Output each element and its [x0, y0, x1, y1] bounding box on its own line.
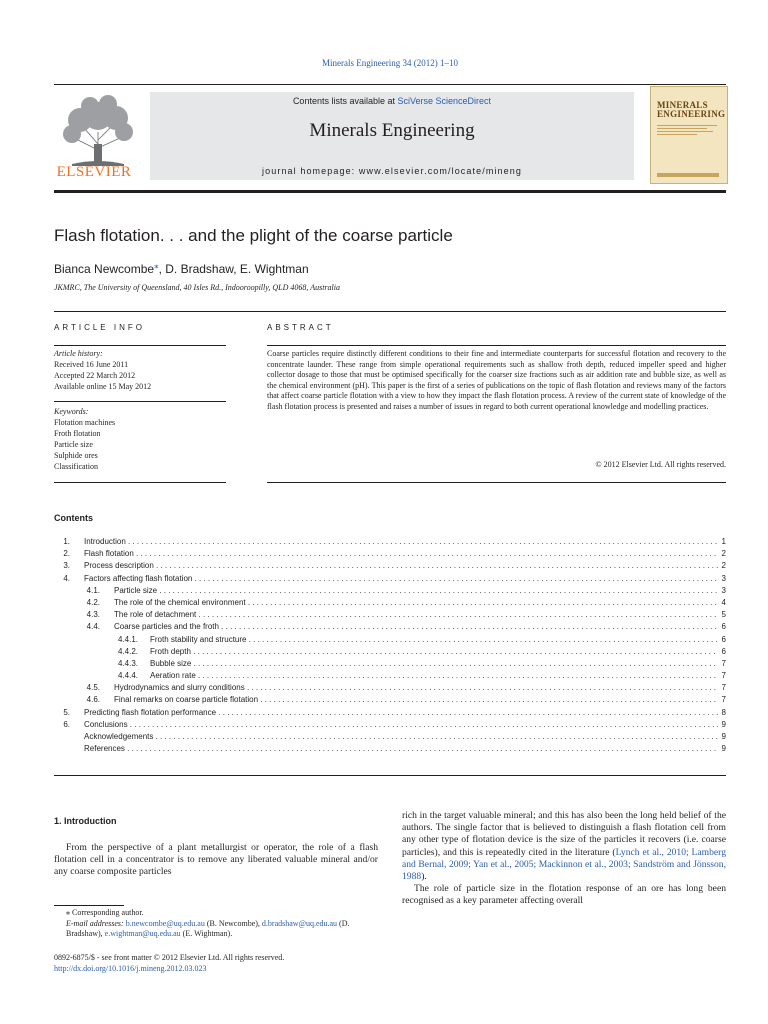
issn-copyright: 0892-6875/$ - see front matter © 2012 Elsevier Ltd. All rights reserved. — [54, 953, 285, 962]
divider — [54, 401, 226, 402]
header-rule-thick — [54, 190, 726, 193]
toc-entry[interactable]: 5. Predicting flash flotation performance . . . 8 — [54, 707, 726, 719]
divider — [54, 311, 726, 312]
citation-links[interactable]: Lynch et al., 2010; Lamberg and Bernal, 2009; Yan et al., 2005; Mackinnon et al., 2003; Sandström and Jönsson, 1988 — [402, 846, 726, 883]
toc-entry[interactable]: References . . . 9 — [54, 743, 726, 755]
keyword: Froth flotation — [54, 429, 101, 438]
paragraph: rich in the target valuable mineral; and this has also been the long held belief of the authors. The single factor that is believed to distinguish a flash flotation cell from any other type of flotation device is the size of the particles it recovers (i.e. coarse particles), and this is repeatedly cited in the literature (Lynch et al., 2010; Lamberg and Bernal, 2009; Yan et al., 2005; Mackinnon et al., 2003; Sandström and Jönsson, 1988). — [402, 810, 726, 883]
contents-availability: Contents lists available at SciVerse ScienceDirect — [292, 96, 492, 106]
body-column-right — [402, 810, 726, 908]
toc-entry[interactable]: Acknowledgements . . . 9 — [54, 731, 726, 743]
toc-entry[interactable]: 4.4.1. Froth stability and structure . . . 6 — [54, 634, 726, 646]
keyword: Sulphide ores — [54, 451, 98, 460]
toc-entry[interactable]: 4.4.3. Bubble size . . . 7 — [54, 658, 726, 670]
toc-entry[interactable]: 4.1. Particle size . . . 3 — [54, 585, 726, 597]
abstract-text: Coarse particles require distinctly different conditions to their fine and intermediate counterparts for successful flotation and recovery to the concentrate launder. These range from simple operational requirements such as shallow froth depth, reduced impeller speed and higher collector dosage to those that must be optimised specifically for the coarser size fractions such as air addition rate and bubble size, as well as the chemical environment (pH). This paper is the first of a series of publications on the topic of flash flotation and reviews many of the factors that affect coarse particle flotation with a view to how they impact the flash flotation process. A review of the current state of knowledge of the flash flotation process is presented and raises a number of issues in regard to both current operational knowledge and modelling practices. — [267, 349, 726, 411]
journal-name: Minerals Engineering — [309, 120, 475, 141]
journal-homepage[interactable]: journal homepage: www.elsevier.com/locate/mineng — [262, 166, 522, 176]
toc-entry[interactable]: 2. Flash flotation . . . 2 — [54, 548, 726, 560]
author-list — [54, 260, 309, 276]
journal-masthead — [150, 92, 634, 180]
doi-link[interactable]: http://dx.doi.org/10.1016/j.mineng.2012.03.023 — [54, 964, 207, 973]
contents-heading: Contents — [54, 513, 93, 523]
article-history: Article history: Received 16 June 2011 Accepted 22 March 2012 Available online 15 May 2012 — [54, 349, 152, 391]
corresponding-author-note: ⁎ Corresponding author. — [66, 908, 144, 917]
keyword: Classification — [54, 462, 98, 471]
front-matter — [54, 952, 378, 974]
divider — [267, 345, 726, 346]
divider — [54, 345, 226, 346]
abstract-heading: ABSTRACT — [267, 323, 334, 332]
sciencedirect-link[interactable]: SciVerse ScienceDirect — [397, 96, 492, 106]
toc-entry[interactable]: 1. Introduction . . . 1 — [54, 536, 726, 548]
email-link[interactable]: d.bradshaw@uq.edu.au — [261, 918, 338, 928]
article-title: Flash flotation. . . and the plight of the coarse particle — [54, 226, 453, 245]
toc-entry[interactable]: 4.3. The role of detachment . . . 5 — [54, 609, 726, 621]
toc-entry[interactable]: 4.6. Final remarks on coarse particle flotation . . . 7 — [54, 694, 726, 706]
corresponding-author-mark[interactable]: ⁎ — [154, 260, 159, 270]
section-heading-introduction: 1. Introduction — [54, 816, 117, 826]
toc-entry[interactable]: 4.2. The role of the chemical environment . . . 4 — [54, 597, 726, 609]
footnotes — [54, 908, 378, 940]
cover-title: MINERALS ENGINEERING — [657, 100, 726, 119]
body-column-left — [54, 842, 378, 879]
toc-entry[interactable]: 4.5. Hydrodynamics and slurry conditions . . . 7 — [54, 682, 726, 694]
keywords-list: Keywords: Flotation machines Froth flotation Particle size Sulphide ores Classification — [54, 406, 226, 472]
paragraph: The role of particle size in the flotation response of an ore has long been recognised as a key parameter affecting overall — [402, 883, 726, 907]
email-link[interactable]: b.newcombe@uq.edu.au — [125, 918, 205, 928]
divider — [54, 482, 226, 483]
toc-entry[interactable]: 4.4.4. Aeration rate . . . 7 — [54, 670, 726, 682]
keyword: Particle size — [54, 440, 93, 449]
cover-decoration — [657, 125, 719, 137]
table-of-contents — [54, 536, 726, 755]
abstract-copyright: © 2012 Elsevier Ltd. All rights reserved. — [595, 460, 726, 469]
toc-entry[interactable]: 4.4. Coarse particles and the froth . . . 6 — [54, 621, 726, 633]
toc-entry[interactable]: 4. Factors affecting flash flotation . . . 3 — [54, 573, 726, 585]
toc-entry[interactable]: 6. Conclusions . . . 9 — [54, 719, 726, 731]
author-affiliation: JKMRC, The University of Queensland, 40 Isles Rd., Indooroopilly, QLD 4068, Australia — [54, 283, 340, 292]
email-link[interactable]: e.wightman@uq.edu.au — [104, 929, 181, 939]
paragraph: From the perspective of a plant metallurgist or operator, the role of a flash flotation cell in a concentrator is to remove any liberated valuable mineral and/or any coarse composite particles — [54, 842, 378, 878]
toc-entry[interactable]: 4.4.2. Froth depth . . . 6 — [54, 646, 726, 658]
divider — [267, 482, 726, 483]
publisher-name: ELSEVIER — [56, 164, 132, 180]
author-names: , D. Bradshaw, E. Wightman — [158, 262, 309, 276]
author-name: Bianca Newcombe — [54, 262, 155, 276]
keyword: Flotation machines — [54, 418, 116, 427]
cover-footer-band — [657, 173, 719, 177]
journal-citation[interactable]: Minerals Engineering 34 (2012) 1–10 — [322, 58, 458, 68]
divider — [54, 775, 726, 776]
article-info-heading: ARTICLE INFO — [54, 323, 145, 332]
header-rule — [54, 84, 726, 85]
toc-entry[interactable]: 3. Process description . . . 2 — [54, 560, 726, 572]
journal-cover-thumbnail — [650, 86, 728, 184]
footnote-rule — [54, 905, 124, 906]
email-addresses: E-mail addresses: b.newcombe@uq.edu.au (B. Newcombe), d.bradshaw@uq.edu.au (D. Bradshaw), e.wightman@uq.edu.au (E. Wightman). — [66, 918, 350, 939]
